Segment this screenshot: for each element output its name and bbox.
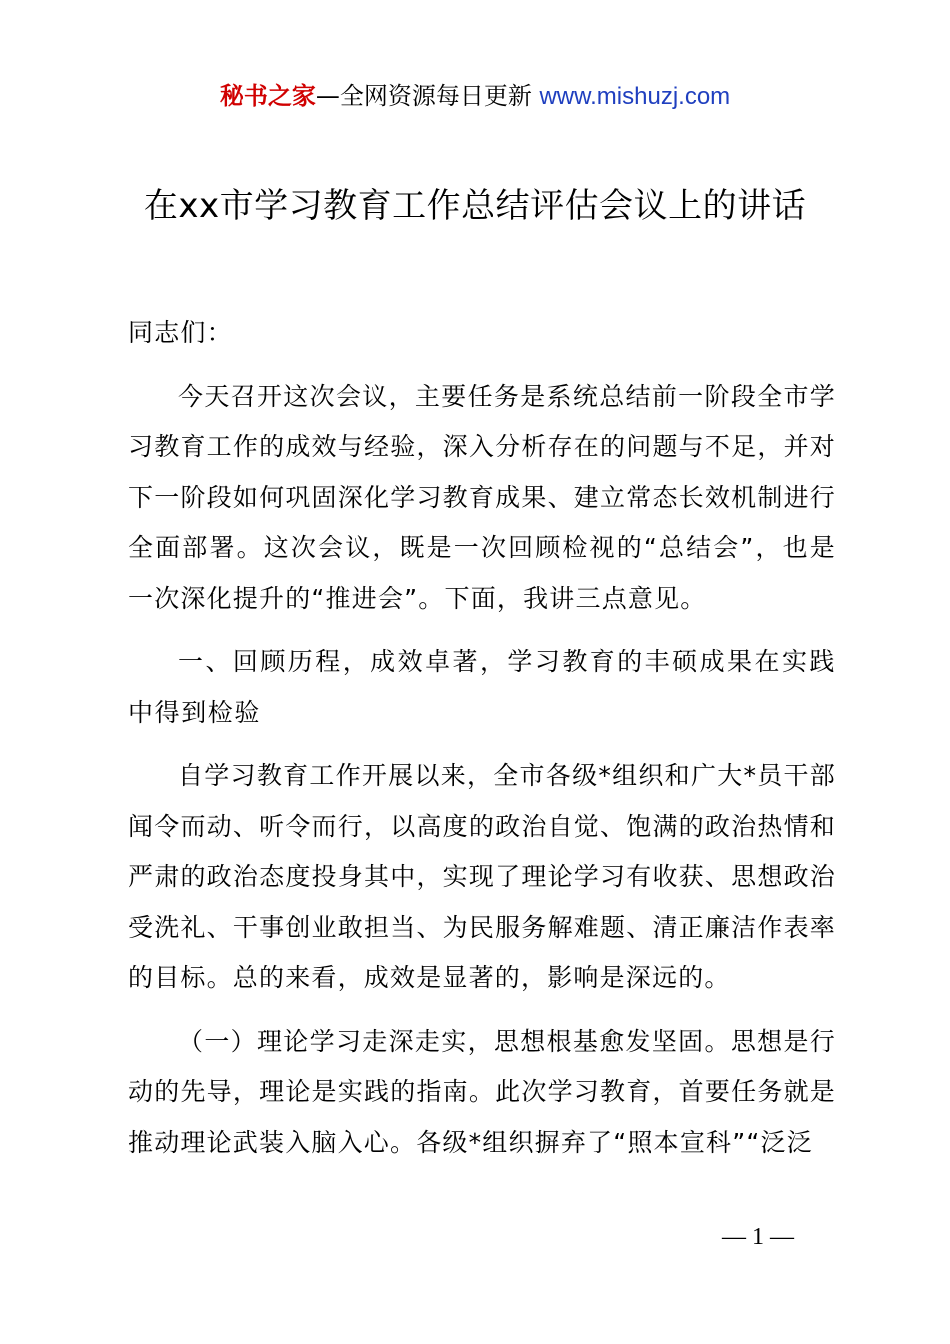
- section-heading-1: 一、回顾历程，成效卓著，学习教育的丰硕成果在实践中得到检验: [128, 647, 836, 727]
- site-brand: 秘书之家: [219, 82, 316, 110]
- site-url[interactable]: www.mishuzj.com: [539, 83, 731, 110]
- site-tagline: —全网资源每日更新: [315, 82, 540, 110]
- document-title: 在xx市学习教育工作总结评估会议上的讲话: [143, 186, 807, 226]
- salutation: 同志们：: [128, 318, 233, 347]
- paragraph-intro: 今天召开这次会议，主要任务是系统总结前一阶段全市学习教育工作的成效与经验，深入分析存在的问题与不足，并对下一阶段如何巩固深化学习教育成果、建立常态长效机制进行全面部署。这次会议，既是一次回顾检视的“总结会”，也是一次深化提升的“推进会”。下面，我讲三点意见。: [128, 381, 836, 613]
- subsection-1: （一）理论学习走深走实，思想根基愈发坚固。思想是行动的先导，理论是实践的指南。此次学习教育，首要任务就是推动理论武装入脑入心。各级*组织摒弃了“照本宣科”“泛泛: [128, 1026, 836, 1157]
- paragraph-section-1: 自学习教育工作开展以来，全市各级*组织和广大*员干部闻令而动、听令而行，以高度的政治自觉、饱满的政治热情和严肃的政治态度投身其中，实现了理论学习有收获、思想政治受洗礼、干事创业敢担当、为民服务解难题、清正廉洁作表率的目标。总的来看，成效是显著的，影响是深远的。: [128, 761, 836, 992]
- site-header: [0, 80, 950, 113]
- page-number: — 1 —: [722, 1224, 794, 1250]
- document-body: [128, 308, 836, 1168]
